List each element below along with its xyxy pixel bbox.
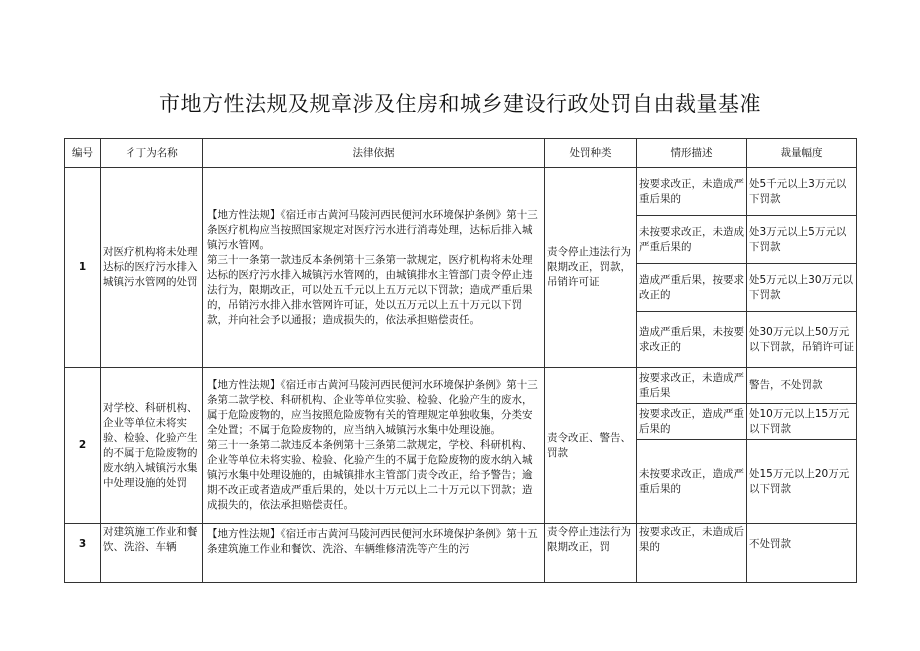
case-range: 处5万元以上30万元以下罚款: [747, 264, 857, 312]
case-desc: 未按要求改正，未造成严重后果的: [637, 216, 747, 264]
header-basis: 法律依据: [203, 139, 545, 168]
case-desc: 按要求改正，未造成后果的: [637, 524, 747, 583]
basis-paragraph: 【地方性法规】《宿迁市古黄河马陵河西民便河水环境保护条例》第十三条第二款学校、科研机构、企业等单位实验、检验、化验产生的废水，属于危险废物的，应当按照危险废物有关的管理规定单独收集，分类安全处置；不属于危险废物的，应当纳入城镇污水集中处理设施。: [207, 379, 538, 436]
case-range: 处5千元以上3万元以下罚款: [747, 168, 857, 216]
case-range: 处15万元以上20万元以下罚款: [747, 440, 857, 524]
case-range: 处10万元以上15万元以下罚款: [747, 404, 857, 440]
row-number: 3: [65, 524, 101, 583]
basis-paragraph: 【地方性法规】《宿迁市古黄河马陵河西民便河水环境保护条例》第十三条医疗机构应当按照国家规定对医疗污水进行消毒处理，达标后排入城镇污水管网。: [207, 208, 538, 251]
basis-paragraph: 第三十一条第一款违反本条例第十三条第一款规定，医疗机构将未处理达标的医疗污水排入城镇污水管网的，由城镇排水主管部门责令停止违法行为，限期改正，可以处五千元以上五万元以下罚款；造成严重后果的，吊销污水排入排水管网许可证，处以五万元以上五十万元以下罚款，并向社会予以通报；造成损失的，依法承担赔偿责任。: [207, 253, 533, 326]
case-desc: 按要求改正，未造成严重后果的: [637, 168, 747, 216]
table-row: [65, 368, 857, 404]
basis-paragraph: 第三十一条第二款违反本条例第十三条第二款规定，学校、科研机构、企业等单位未将实验、检验、化验产生的不属于危险废物的废水纳入城镇污水集中处理设施的，由城镇排水主管部门责令改正，给予警告；逾期不改正或者造成严重后果的，处以十万元以上二十万元以下罚款；造成损失的，依法承担赔偿责任。: [207, 439, 533, 511]
row-name: 对学校、科研机构、企业等单位未将实验、检验、化验产生的不属于危险废物的废水纳入城镇污水集中处理设施的处罚: [101, 368, 203, 524]
table-header-row: [65, 139, 857, 168]
case-range: 处3万元以上5万元以下罚款: [747, 216, 857, 264]
row-basis: 【地方性法规】《宿迁市古黄河马陵河西民便河水环境保护条例》第十五条建筑施工作业和餐饮、洗浴、车辆维修清洗等产生的污: [203, 524, 545, 583]
document-title: 市地方性法规及规章涉及住房和城乡建设行政处罚自由裁量基准: [159, 92, 761, 116]
row-name: 对医疗机构将未处理达标的医疗污水排入城镇污水管网的处罚: [101, 168, 203, 368]
case-range: 处30万元以上50万元以下罚款，吊销许可证: [747, 312, 857, 368]
case-desc: 按要求改正，未造成严重后果: [637, 368, 747, 404]
case-range: 警告，不处罚款: [747, 368, 857, 404]
row-type: 责令停止违法行为限期改正，罚款，吊销许可证: [545, 168, 637, 368]
case-range: 不处罚款: [747, 524, 857, 583]
header-case: 情形描述: [637, 139, 747, 168]
header-no: 编号: [65, 139, 101, 168]
row-number: 2: [65, 368, 101, 524]
table-row: [65, 524, 857, 583]
row-type: 责令停止违法行为限期改正，罚: [545, 524, 637, 583]
table-row: [65, 168, 857, 216]
header-name: 彳丁为名称: [101, 139, 203, 168]
case-desc: 按要求改正，造成严重后果的: [637, 404, 747, 440]
header-range: 裁量幅度: [747, 139, 857, 168]
penalty-table: [64, 138, 857, 583]
row-basis: [203, 368, 545, 524]
row-basis: [203, 168, 545, 368]
row-number: 1: [65, 168, 101, 368]
case-desc: 未按要求改正，造成严重后果的: [637, 440, 747, 524]
header-type: 处罚种类: [545, 139, 637, 168]
case-desc: 造成严重后果，未按要求改正的: [637, 312, 747, 368]
row-type: 责令改正、警告、罚款: [545, 368, 637, 524]
row-name: 对建筑施工作业和餐饮、洗浴、车辆: [101, 524, 203, 583]
case-desc: 造成严重后果，按要求改正的: [637, 264, 747, 312]
